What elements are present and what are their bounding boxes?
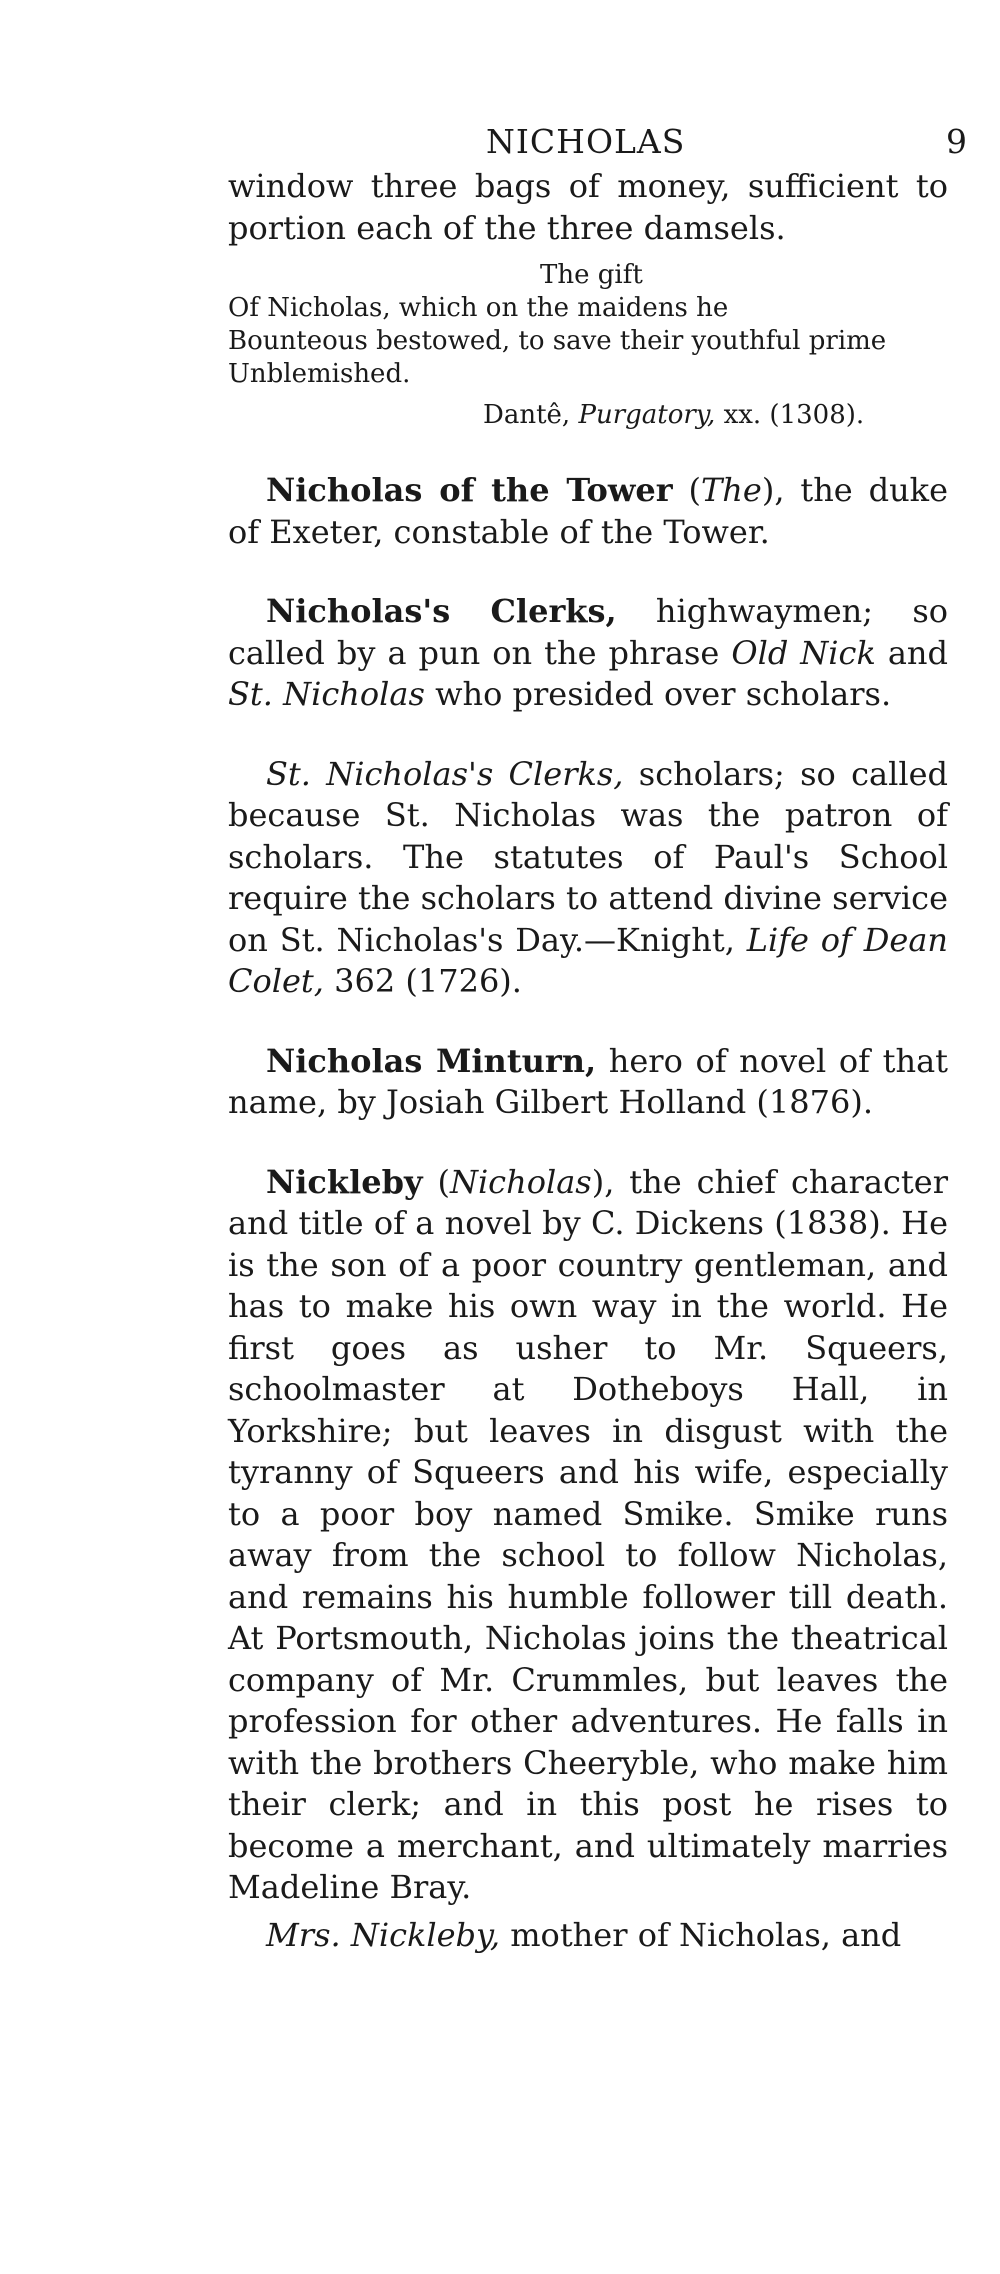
verse-quotation: [228, 259, 948, 432]
entry-text: 362 (1726).: [323, 962, 522, 1000]
entry-headword: Nickleby: [266, 1162, 423, 1201]
running-head-title: NICHOLAS: [486, 122, 686, 161]
entry-italic: Nicholas: [449, 1162, 592, 1201]
entry-text: ), the duke of Exeter, constable of the Tower.: [228, 471, 948, 551]
entry-italic: St. Nicholas: [228, 675, 425, 713]
opening-paragraph: [228, 166, 948, 249]
entry-headword: Nicholas of the Tower: [266, 471, 673, 509]
entry-text: and: [875, 633, 949, 672]
entry-nicholas-minturn: [228, 1041, 948, 1124]
citation-reference: xx. (1308).: [715, 400, 865, 430]
page: [228, 118, 968, 1956]
entry-text: scholars; so called because St. Nicholas was the patron of scholars. The statutes of Paul's School require the scholars to attend divine service on St. Nicholas's Day.—Knight,: [228, 754, 949, 959]
entry-headword: Nicholas's Clerks,: [266, 592, 617, 630]
entry-text: mother of Nicholas, and: [500, 1915, 902, 1954]
quote-line: Unblemished.: [228, 359, 411, 389]
citation-author: Dantê,: [483, 400, 579, 430]
entry-text: highwaymen; so called by a pun on the phrase: [228, 592, 948, 672]
quote-citation: [228, 399, 948, 432]
entry-italic: Life of Dean Colet,: [228, 920, 948, 1000]
entry-st-nicholas-clerks: [228, 754, 948, 1003]
entry-headword: Nicholas Minturn,: [266, 1041, 597, 1080]
running-head: [228, 118, 968, 166]
quote-line: The gift: [540, 260, 643, 290]
entry-italic: Old Nick: [731, 633, 876, 672]
quote-line: Of Nicholas, which on the maidens he: [228, 293, 729, 323]
entry-nicholas-clerks: [228, 591, 948, 716]
entry-text: who presided over scholars.: [424, 675, 892, 713]
quote-line: Bounteous bestowed, to save their youthful prime: [228, 326, 887, 356]
entry-italic-headword: St. Nicholas's Clerks,: [266, 754, 624, 793]
entry-nicholas-of-the-tower: [228, 470, 948, 553]
entry-text: ), the chief character and title of a novel by C. Dickens (1838). He is the son of a poor country gentleman, and has to make his own way in the world. He first goes as usher to Mr. Squeers, schoolmaster at Dotheboys Hall, in Yorkshire; but leaves in disgust with the tyranny of Squeers and his wife, especially to a poor boy named Smike. Smike runs away from the school to follow Nicholas, and remains his humble follower till death. At Portsmouth, Nicholas joins the theatrical company of Mr. Crummles, but leaves the profession for other adventures. He falls in with the brothers Cheeryble, who make him their clerk; and in this post he rises to become a merchant, and ultimately marries Madeline Bray.: [228, 1162, 949, 1906]
entry-text: (: [672, 471, 701, 509]
entry-italic: The: [700, 471, 762, 509]
entry-italic-headword: Mrs. Nickleby,: [266, 1915, 501, 1954]
opening-text: window three bags of money, sufficient to portion each of the three damsels.: [228, 167, 948, 247]
page-number: 9: [946, 122, 968, 161]
entry-text: (: [422, 1162, 450, 1201]
citation-work: Purgatory,: [578, 400, 716, 430]
entry-text: hero of novel of that name, by Josiah Gilbert Holland (1876).: [228, 1041, 949, 1121]
entry-mrs-nickleby: [228, 1915, 948, 1957]
entry-nickleby: [228, 1162, 948, 1909]
